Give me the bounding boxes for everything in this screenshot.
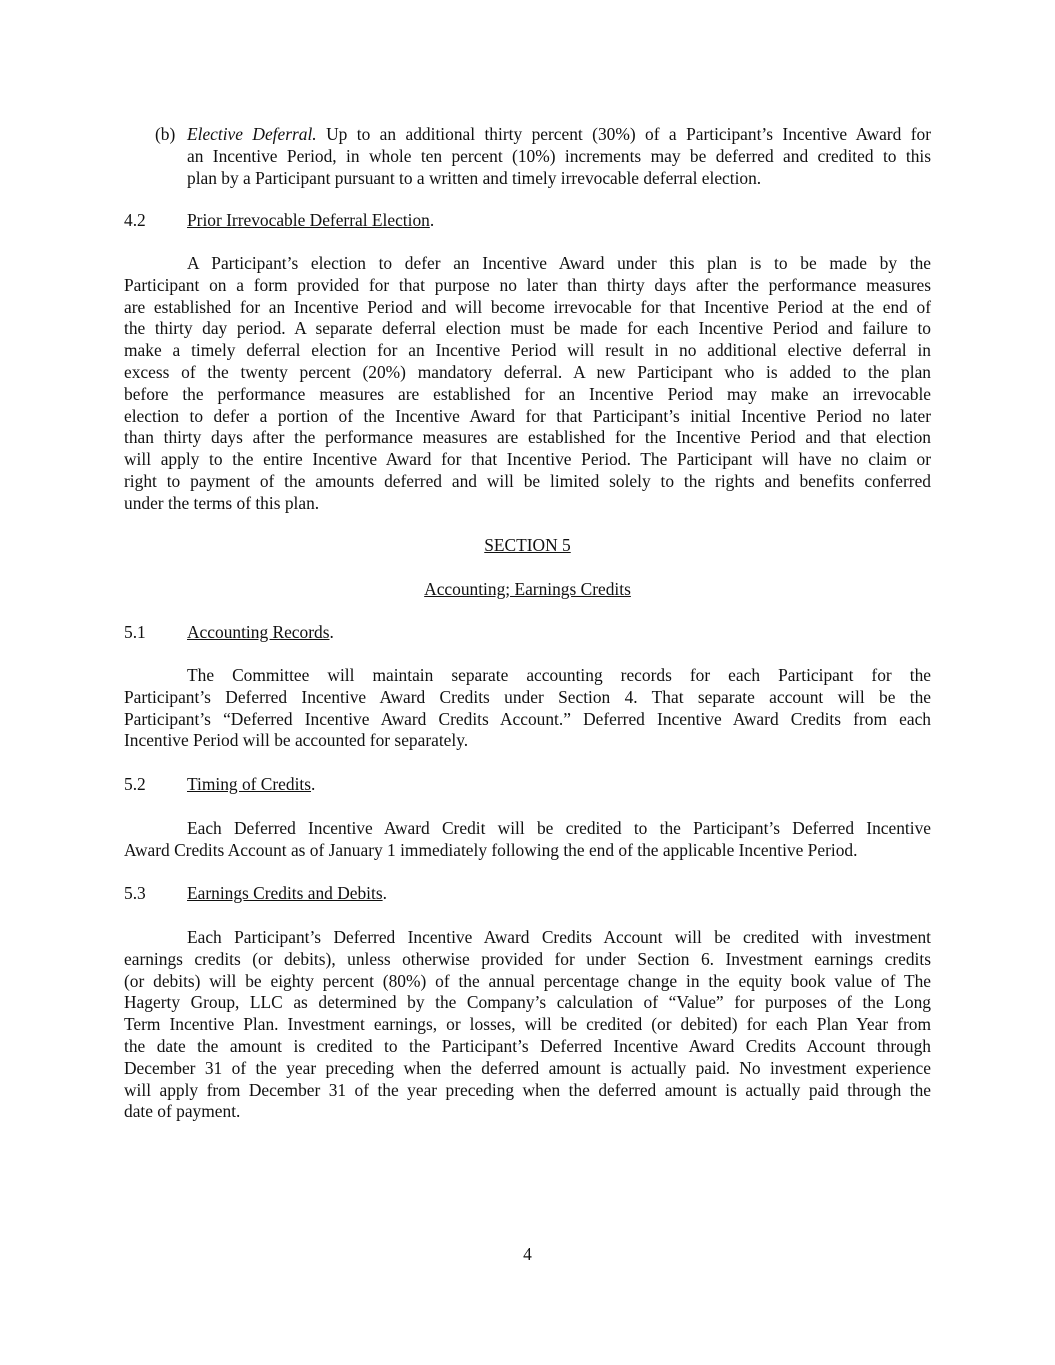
section-heading: Prior Irrevocable Deferral Election (187, 210, 430, 230)
text-line: The Committee will maintain separate accounting records for each Participant for the (187, 665, 931, 685)
text-line: Participant’s “Deferred Incentive Award Credits Account.” Deferred Incentive Award Credits from each (124, 708, 931, 729)
section-5-3-paragraph (124, 927, 931, 1123)
section-5-subtitle: Accounting; Earnings Credits (424, 579, 631, 599)
text-line: will apply to the entire Incentive Award for that Incentive Period. The Participant will have no claim or (124, 449, 931, 470)
text-line: date of payment. (124, 1101, 241, 1122)
section-number: 4.2 (124, 210, 146, 230)
text-line: December 31 of the year preceding when the deferred amount is actually paid. No investment experience (124, 1057, 931, 1078)
item-b-elective-deferral (155, 124, 931, 189)
text-line: (or debits) will be eighty percent (80%) of the annual percentage change in the equity book value of The (124, 970, 931, 991)
section-heading: Earnings Credits and Debits (187, 883, 383, 903)
text-line: Award Credits Account as of January 1 immediately following the end of the applicable Incentive Period. (124, 839, 858, 860)
section-4-2-heading: 4.2 Prior Irrevocable Deferral Election. (124, 210, 435, 230)
text-line: under the terms of this plan. (124, 492, 320, 513)
section-number: 5.2 (124, 774, 146, 794)
text-line: Up to an additional thirty percent (30%) of a Participant’s Incentive Award for (316, 124, 931, 144)
section-5-1-heading: 5.1 Accounting Records. (124, 622, 334, 642)
text-line: Each Deferred Incentive Award Credit will be credited to the Participant’s Deferred Incentive (187, 818, 931, 838)
text-line: excess of the twenty percent (20%) mandatory deferral. A new Participant who is added to the plan (124, 361, 931, 382)
text-line: Incentive Period will be accounted for separately. (124, 730, 469, 751)
text-line: earnings credits (or debits), unless otherwise provided for under Section 6. Investment earnings credits (124, 948, 931, 969)
text-line: before the performance measures are established for an Incentive Period may make an irrevocable (124, 383, 931, 404)
section-number: 5.3 (124, 883, 146, 903)
text-line: Hagerty Group, LLC as determined by the Company’s calculation of “Value” for purposes of the Long (124, 992, 931, 1013)
section-heading: Timing of Credits (187, 774, 312, 794)
text-line: right to payment of the amounts deferred and will be limited solely to the rights and benefits conferred (124, 470, 931, 491)
text-line: make a timely deferral election for an Incentive Period will result in no additional elective deferral in (124, 340, 931, 361)
text-line: the thirty day period. A separate deferral election must be made for each Incentive Period and failure to (124, 318, 931, 339)
text-line: Each Participant’s Deferred Incentive Award Credits Account will be credited with investment (187, 927, 931, 947)
text-line: A Participant’s election to defer an Incentive Award under this plan is to be made by the (187, 253, 931, 273)
section-5-3-heading: 5.3 Earnings Credits and Debits. (124, 883, 387, 903)
section-heading: Accounting Records (187, 622, 330, 642)
text-line: Term Incentive Plan. Investment earnings, or losses, will be credited (or debited) for each Plan Year from (124, 1014, 931, 1035)
section-5-2-heading: 5.2 Timing of Credits. (124, 774, 316, 794)
section-number: 5.1 (124, 622, 146, 642)
page-number: 4 (523, 1244, 532, 1264)
section-5-1-paragraph (124, 665, 931, 752)
text-line: an Incentive Period, in whole ten percent (10%) increments may be deferred and credited to this (187, 145, 931, 166)
text-line: Participant’s Deferred Incentive Award Credits under Section 4. That separate account will be the (124, 686, 931, 707)
text-line: will apply from December 31 of the year preceding when the deferred amount is actually paid through the (124, 1079, 931, 1100)
text-line: election to defer a portion of the Incentive Award for that Participant’s initial Incentive Period no later (124, 405, 931, 426)
item-label: (b) (155, 124, 176, 144)
item-title: Elective Deferral. (187, 124, 317, 144)
section-5-2-paragraph (124, 818, 931, 862)
section-5-title: SECTION 5 (484, 535, 571, 555)
text-line: are established for an Incentive Period and will become irrevocable for that Incentive Period at the end of (124, 296, 931, 317)
text-line: Participant on a form provided for that purpose no later than thirty days after the performance measures (124, 274, 931, 295)
text-line: than thirty days after the performance measures are established for the Incentive Period and that election (124, 427, 931, 448)
text-line: the date the amount is credited to the Participant’s Deferred Incentive Award Credits Account through (124, 1035, 931, 1056)
section-4-2-paragraph (124, 253, 931, 515)
text-line: plan by a Participant pursuant to a written and timely irrevocable deferral election. (187, 167, 762, 188)
